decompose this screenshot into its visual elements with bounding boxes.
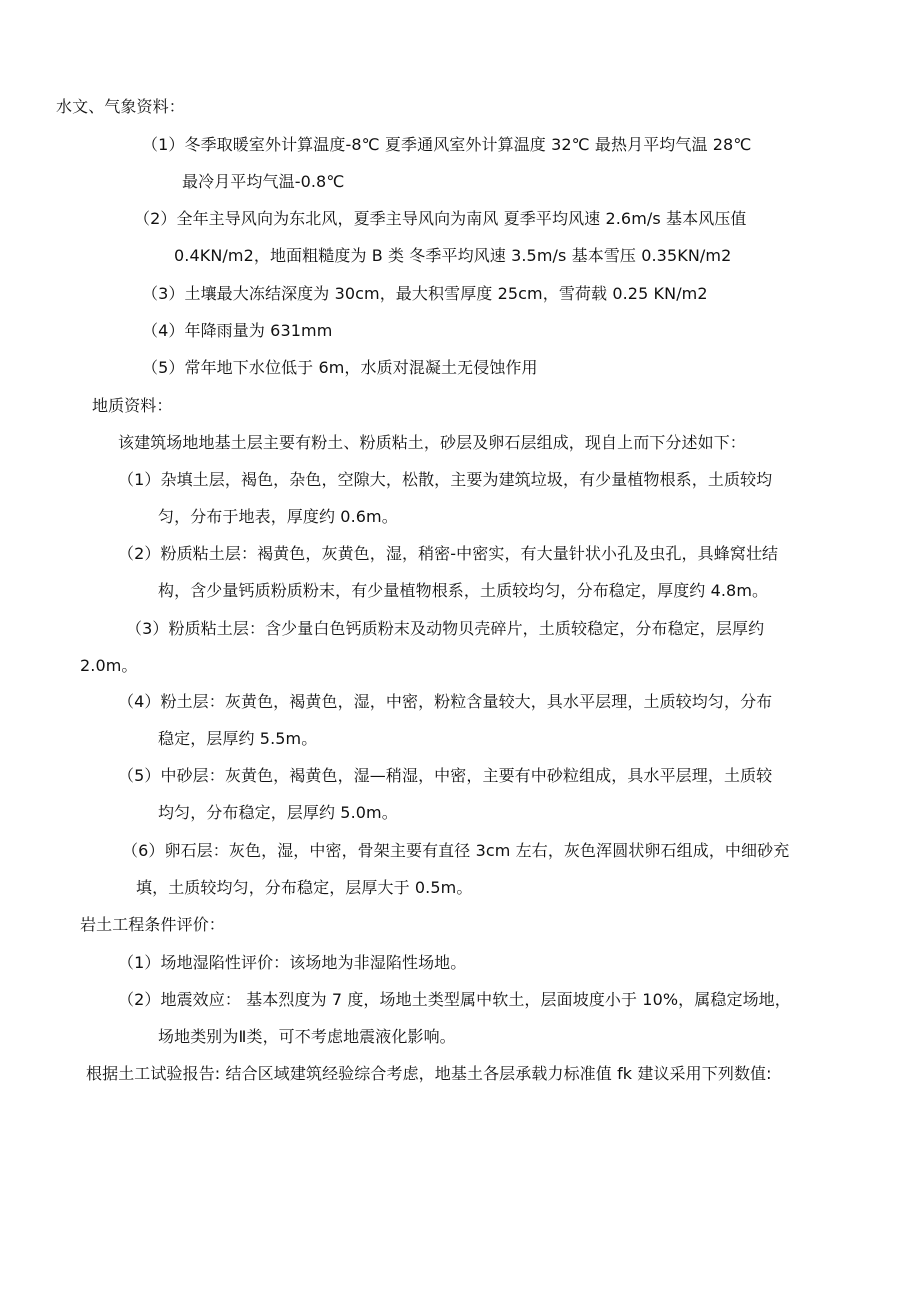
geo-layer-2-line-1: （2）粉质粘土层：褐黄色，灰黄色，湿，稍密-中密实，有大量针状小孔及虫孔，具蜂窝壮结	[118, 544, 779, 563]
geo-layer-4-line-2: 稳定，层厚约 5.5m。	[158, 729, 318, 748]
geo-layer-3-line-2: 2.0m。	[80, 656, 138, 675]
hydro-item-2-line-2: 0.4KN/m2，地面粗糙度为 B 类 冬季平均风速 3.5m/s 基本雪压 0.35KN/m2	[174, 246, 732, 265]
geo-layer-4-line-1: （4）粉土层：灰黄色，褐黄色，湿，中密，粉粒含量较大，具水平层理，土质较均匀，分布	[118, 692, 773, 711]
report-paragraph: 根据土工试验报告: 结合区域建筑经验综合考虑，地基土各层承载力标准值 fk 建议采用下列数值:	[86, 1064, 772, 1083]
hydro-item-1-line-2: 最冷月平均气温-0.8℃	[182, 172, 345, 191]
geo-layer-5-line-1: （5）中砂层：灰黄色，褐黄色，湿—稍湿，中密，主要有中砂粒组成，具水平层理，土质较	[118, 766, 773, 785]
hydro-item-4: （4）年降雨量为 631mm	[142, 321, 333, 340]
geo-layer-6-line-2: 填，土质较均匀，分布稳定，层厚大于 0.5m。	[136, 878, 473, 897]
geo-layer-1-line-2: 匀，分布于地表，厚度约 0.6m。	[158, 507, 398, 526]
hydro-item-2-line-1: （2）全年主导风向为东北风，夏季主导风向为南风 夏季平均风速 2.6m/s 基本风压值	[134, 209, 747, 228]
hydro-item-1-line-1: （1）冬季取暖室外计算温度-8℃ 夏季通风室外计算温度 32℃ 最热月平均气温 28℃	[142, 135, 752, 154]
geo-layer-3-line-1: （3）粉质粘土层：含少量白色钙质粉末及动物贝壳碎片，土质较稳定，分布稳定，层厚约	[126, 619, 765, 638]
hydro-item-3: （3）土壤最大冻结深度为 30cm，最大积雪厚度 25cm，雪荷载 0.25 KN/m2	[142, 284, 708, 303]
hydro-item-5: （5）常年地下水位低于 6m，水质对混凝土无侵蚀作用	[142, 358, 538, 377]
eval-item-2-line-2: 场地类别为Ⅱ类，可不考虑地震液化影响。	[158, 1027, 456, 1046]
geo-layer-5-line-2: 均匀，分布稳定，层厚约 5.0m。	[158, 803, 398, 822]
eval-item-1: （1）场地湿陷性评价：该场地为非湿陷性场地。	[118, 953, 467, 972]
geo-heading: 地质资料：	[92, 396, 173, 415]
geo-layer-1-line-1: （1）杂填土层，褐色，杂色，空隙大，松散，主要为建筑垃圾，有少量植物根系，土质较均	[118, 470, 773, 489]
geo-intro: 该建筑场地地基土层主要有粉土、粉质粘土，砂层及卵石层组成，现自上而下分述如下：	[118, 433, 746, 452]
hydro-heading: 水文、气象资料：	[56, 97, 185, 116]
geo-layer-2-line-2: 构，含少量钙质粉质粉末，有少量植物根系，土质较均匀，分布稳定，厚度约 4.8m。	[158, 581, 769, 600]
eval-item-2-line-1: （2）地震效应： 基本烈度为 7 度，场地土类型属中软土，层面坡度小于 10%，属稳定场地，	[118, 990, 791, 1009]
eval-heading: 岩土工程条件评价：	[80, 915, 225, 934]
geo-layer-6-line-1: （6）卵石层：灰色，湿，中密，骨架主要有直径 3cm 左右，灰色浑圆状卵石组成，中细砂充	[122, 841, 790, 860]
